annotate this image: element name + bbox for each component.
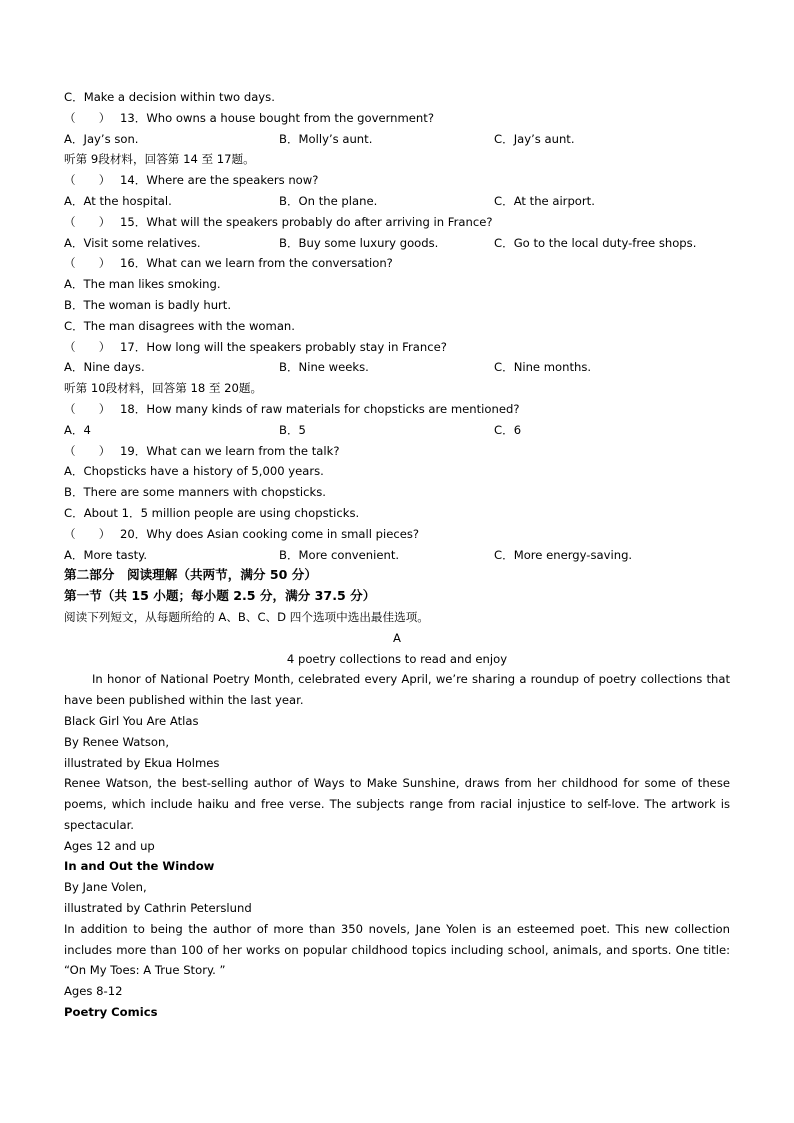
- option-c: C．At the airport.: [494, 193, 595, 208]
- question-20: [64, 524, 730, 545]
- question-14: [64, 170, 730, 191]
- question-stem: 14．Where are the speakers now?: [120, 173, 319, 188]
- section-title: 第一节（共 15 小题；每小题 2.5 分，满分 37.5 分）: [64, 588, 376, 604]
- option-c: C．About 1．5 million people are using chopsticks.: [64, 505, 360, 520]
- passage-title: 4 poetry collections to read and enjoy: [286, 651, 508, 666]
- option-a: A．Jay’s son.: [64, 131, 139, 146]
- option-c: C．The man disagrees with the woman.: [64, 318, 295, 333]
- option-a: A．Chopsticks have a history of 5,000 years.: [64, 464, 324, 479]
- question-15-options: [64, 233, 730, 254]
- part-title: 第二部分 阅读理解（共两节，满分 50 分）: [64, 567, 317, 583]
- option-b: B．5: [279, 422, 306, 437]
- question-13: [64, 108, 730, 129]
- answer-blank[interactable]: （ ）: [64, 110, 111, 125]
- answer-blank[interactable]: （ ）: [64, 443, 111, 458]
- answer-blank[interactable]: （ ）: [64, 526, 111, 541]
- book-author: By Jane Volen,: [64, 880, 147, 895]
- answer-blank[interactable]: （ ）: [64, 339, 111, 354]
- option-a: A．More tasty.: [64, 547, 148, 562]
- answer-blank[interactable]: （ ）: [64, 401, 111, 416]
- question-19: [64, 441, 730, 462]
- option-a: A．4: [64, 422, 91, 437]
- option-a: A．At the hospital.: [64, 193, 172, 208]
- option-b: B．More convenient.: [279, 547, 400, 562]
- question-stem: 20．Why does Asian cooking come in small pieces?: [120, 526, 420, 541]
- reading-instruction: 阅读下列短文，从每题所给的 A、B、C、D 四个选项中选出最佳选项。: [64, 609, 429, 624]
- option-b: B．Buy some luxury goods.: [279, 235, 439, 250]
- book-title: Poetry Comics: [64, 1005, 158, 1020]
- question-stem: 16．What can we learn from the conversation?: [120, 256, 393, 271]
- option-a: A．The man likes smoking.: [64, 277, 221, 292]
- option-b: B．Nine weeks.: [279, 360, 369, 375]
- book-ages: Ages 12 and up: [64, 838, 155, 853]
- question-stem: 17．How long will the speakers probably stay in France?: [120, 339, 447, 354]
- question-18: [64, 399, 730, 420]
- option-c: C．More energy-saving.: [494, 547, 633, 562]
- book-description: Renee Watson, the best-selling author of Ways to Make Sunshine, draws from her childhood for some of these poems, which include haiku and free verse. The subjects range from racial injustice to self-love. The artwork is spectacular.: [64, 776, 730, 832]
- question-13-options: [64, 129, 730, 150]
- exam-page: [64, 87, 730, 1023]
- passage-intro: In honor of National Poetry Month, celebrated every April, we’re sharing a roundup of poetry collections that have been published within the last year.: [64, 672, 730, 708]
- question-stem: 19．What can we learn from the talk?: [120, 443, 340, 458]
- option-c: C．Nine months.: [494, 360, 592, 375]
- answer-blank[interactable]: （ ）: [64, 214, 111, 229]
- answer-blank[interactable]: （ ）: [64, 256, 111, 271]
- section-9-instruction: 听第 9段材料，回答第 14 至 17题。: [64, 152, 255, 167]
- q12-option-c: C．Make a decision within two days.: [64, 90, 275, 104]
- passage-label: A: [393, 630, 401, 645]
- question-20-options: [64, 545, 730, 566]
- option-c: C．6: [494, 422, 522, 437]
- question-17: [64, 337, 730, 358]
- book-title: In and Out the Window: [64, 859, 215, 874]
- book-title: Black Girl You Are Atlas: [64, 713, 199, 728]
- question-stem: 15．What will the speakers probably do after arriving in France?: [120, 214, 493, 229]
- question-15: [64, 212, 730, 233]
- option-c: C．Go to the local duty-free shops.: [494, 235, 697, 250]
- question-16: [64, 253, 730, 274]
- option-b: B．There are some manners with chopsticks.: [64, 485, 326, 500]
- book-ages: Ages 8-12: [64, 984, 123, 999]
- book-illustrator: illustrated by Ekua Holmes: [64, 755, 220, 770]
- question-14-options: [64, 191, 730, 212]
- book-description: In addition to being the author of more than 350 novels, Jane Yolen is an esteemed poet. This new collection includes more than 100 of her works on popular childhood topics including school, animals, and sports. One title: “On My Toes: A True Story. ”: [64, 921, 730, 978]
- question-stem: 13．Who owns a house bought from the government?: [120, 110, 434, 125]
- option-b: B．Molly’s aunt.: [279, 131, 373, 146]
- question-18-options: [64, 420, 730, 441]
- book-author: By Renee Watson,: [64, 734, 170, 749]
- question-stem: 18．How many kinds of raw materials for chopsticks are mentioned?: [120, 401, 520, 416]
- option-c: C．Jay’s aunt.: [494, 131, 575, 146]
- option-a: A．Visit some relatives.: [64, 235, 201, 250]
- answer-blank[interactable]: （ ）: [64, 173, 111, 188]
- option-a: A．Nine days.: [64, 360, 145, 375]
- question-17-options: [64, 357, 730, 378]
- option-b: B．On the plane.: [279, 193, 378, 208]
- book-illustrator: illustrated by Cathrin Peterslund: [64, 901, 252, 916]
- section-10-instruction: 听第 10段材料，回答第 18 至 20题。: [64, 381, 263, 396]
- option-b: B．The woman is badly hurt.: [64, 297, 232, 312]
